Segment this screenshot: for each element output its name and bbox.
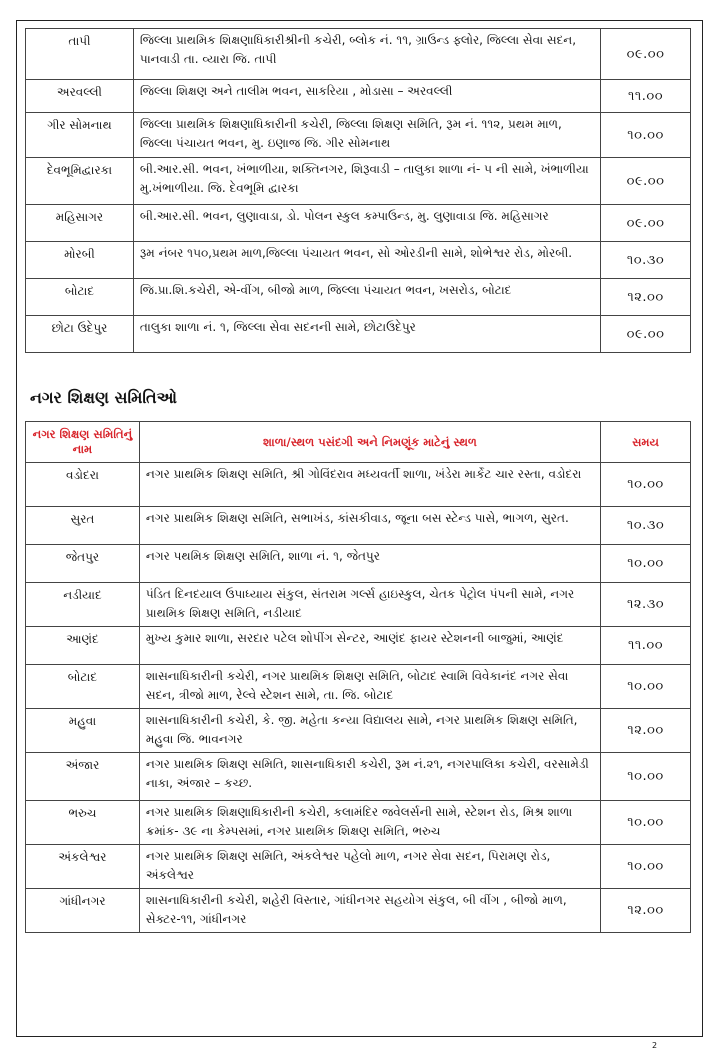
header-time: સમય	[601, 422, 691, 463]
table-row	[26, 205, 691, 242]
row-name: બોટાદ	[26, 665, 140, 709]
row-address: જિલ્લા પ્રાથમિક શિક્ષણાધિકારીની કચેરી, જિલ્લા શિક્ષણ સમિતિ, રૂમ નં. ૧૧૨, પ્રથમ માળ, જિલ્લા પંચાયત ભવન, મુ. ઇણાજ જિ. ગીર સોમનાથ	[133, 113, 600, 158]
row-time: ૧૦.૦૦	[601, 113, 691, 158]
table-row	[26, 463, 691, 507]
row-address: શાસનાધિકારીની કચેરી, કે. જી. મહેતા કન્યા વિદ્યાલય સામે, નગર પ્રાથમિક શિક્ષણ સમિતિ, મહુવા જિ. ભાવનગર	[139, 709, 600, 753]
row-name: અંકલેશ્વર	[26, 845, 140, 889]
table-row	[26, 583, 691, 627]
table-row	[26, 801, 691, 845]
row-address: શાસનાધિકારીની કચેરી, શહેરી વિસ્તાર, ગાંધીનગર સહયોગ સંકુલ, બી વીંગ , બીજો માળ, સેક્ટર-૧૧, ગાંધીનગર	[139, 889, 600, 933]
table-row	[26, 627, 691, 665]
table-row	[26, 316, 691, 353]
table-row	[26, 113, 691, 158]
row-address: નગર પ્રાથમિક શિક્ષણ સમિતિ, અંકલેશ્વર પહેલો માળ, નગર સેવા સદન, પિરામણ રોડ, અંકલેશ્વર	[139, 845, 600, 889]
row-time: ૧૦.૦૦	[601, 545, 691, 583]
row-time: ૧૦.૦૦	[601, 801, 691, 845]
row-time: ૧૦.૦૦	[601, 753, 691, 801]
row-address: રૂમ નંબર ૧૫૦,પ્રથમ માળ,જિલ્લા પંચાયત ભવન, સો ઓરડીની સામે, શોભેશ્વર રોડ, મોરબી.	[133, 242, 600, 279]
row-address: જિ.પ્રા.શિ.કચેરી, એ-વીંગ, બીજો માળ, જિલ્લા પંચાયત ભવન, ખસરોડ, બોટાદ	[133, 279, 600, 316]
row-time: ૧૧.૦૦	[601, 627, 691, 665]
row-time: ૧૦.૦૦	[601, 463, 691, 507]
row-name: વડોદરા	[26, 463, 140, 507]
row-time: ૧૨.૦૦	[601, 889, 691, 933]
table-row	[26, 889, 691, 933]
row-name: અરવલ્લી	[26, 80, 134, 113]
row-name: છોટા ઉદેપુર	[26, 316, 134, 353]
table-row	[26, 158, 691, 205]
row-name: અંજાર	[26, 753, 140, 801]
row-time: ૦૯.૦૦	[601, 29, 691, 80]
row-address: જિલ્લા શિક્ષણ અને તાલીમ ભવન, સાકરિયા , મોડાસા – અરવલ્લી	[133, 80, 600, 113]
row-time: ૦૯.૦૦	[601, 205, 691, 242]
row-address: પંડિત દિનદયાલ ઉપાધ્યાય સંકુલ, સંતરામ ગર્લ્સ હાઇસ્કુલ, ચેતક પેટ્રોલ પંપની સામે, નગર પ્રાથમિક શિક્ષણ સમિતિ, નડીયાદ	[139, 583, 600, 627]
row-name: મહિસાગર	[26, 205, 134, 242]
row-name: ગાંધીનગર	[26, 889, 140, 933]
row-time: ૦૯.૦૦	[601, 316, 691, 353]
header-row	[26, 422, 691, 463]
row-address: નગર પ્રાથમિક શિક્ષણ સમિતિ, શાસનાધિકારી કચેરી, રૂમ નં.૨૧, નગરપાલિકા કચેરી, વરસામેડી નાકા, અંજાર – કચ્છ.	[139, 753, 600, 801]
row-name: દેવભૂમિદ્વારકા	[26, 158, 134, 205]
table-row	[26, 545, 691, 583]
row-time: ૧૨.૦૦	[601, 279, 691, 316]
row-address: તાલુકા શાળા નં. ૧, જિલ્લા સેવા સદનની સામે, છોટાઉદેપુર	[133, 316, 600, 353]
row-address: બી.આર.સી. ભવન, લુણાવાડા, ડો. પોલન સ્કુલ કમ્પાઉન્ડ, મુ. લુણાવાડા જિ. મહિસાગર	[133, 205, 600, 242]
row-name: આણંદ	[26, 627, 140, 665]
row-address: બી.આર.સી. ભવન, ખંભાળીયા, શક્તિનગર, શિરૂવાડી – તાલુકા શાળા નં- ૫ ની સામે, ખંભાળીયા મુ.ખંભાળીયા. જિ. દેવભૂમિ દ્વારકા	[133, 158, 600, 205]
row-name: ગીર સોમનાથ	[26, 113, 134, 158]
page-number: 2	[652, 1041, 658, 1050]
row-time: ૧૦.૩૦	[601, 242, 691, 279]
nagar-table	[25, 421, 691, 933]
section-title: નગર શિક્ષણ સમિતિઓ	[30, 388, 177, 407]
row-name: સુરત	[26, 507, 140, 545]
table-row	[26, 845, 691, 889]
table-row	[26, 665, 691, 709]
row-time: ૧૦.૩૦	[601, 507, 691, 545]
row-address: નગર પ્રાથમિક શિક્ષણ સમિતિ, સભાખંડ, કાંસકીવાડ, જૂના બસ સ્ટેન્ડ પાસે, ભાગળ, સુરત.	[139, 507, 600, 545]
row-time: ૦૯.૦૦	[601, 158, 691, 205]
row-name: નડીયાદ	[26, 583, 140, 627]
row-address: મુખ્ય કુમાર શાળા, સરદાર પટેલ શોપીંગ સેન્ટર, આણંદ ફાયર સ્ટેશનની બાજુમાં, આણંદ	[139, 627, 600, 665]
row-address: નગર પથમિક શિક્ષણ સમિતિ, શાળા નં. ૧, જેતપુર	[139, 545, 600, 583]
header-address: શાળા/સ્થળ પસંદગી અને નિમણૂંક માટેનું સ્થળ	[139, 422, 600, 463]
row-address: નગર પ્રાથમિક શિક્ષણ સમિતિ, શ્રી ગોવિંદરાવ મધ્યવર્તી શાળા, ખંડેરા માર્કેટ ચાર રસ્તા, વડોદરા	[139, 463, 600, 507]
table-row	[26, 29, 691, 80]
row-name: મોરબી	[26, 242, 134, 279]
table-row	[26, 507, 691, 545]
row-name: મહુવા	[26, 709, 140, 753]
table-row	[26, 279, 691, 316]
table-row	[26, 709, 691, 753]
row-address: નગર પ્રાથમિક શિક્ષણાધિકારીની કચેરી, કલામંદિર જવેલર્સની સામે, સ્ટેશન રોડ, મિશ્ર શાળા ક્રમાંક- ૩૯ ના કેમ્પસમાં, નગર પ્રાથમિક શિક્ષણ સમિતિ, ભરુચ	[139, 801, 600, 845]
row-name: જેતપુર	[26, 545, 140, 583]
header-name: નગર શિક્ષણ સમિતિનું નામ	[26, 422, 140, 463]
row-name: ભરુચ	[26, 801, 140, 845]
table-row	[26, 753, 691, 801]
row-time: ૧૨.૩૦	[601, 583, 691, 627]
district-table	[25, 28, 691, 353]
row-time: ૧૨.૦૦	[601, 709, 691, 753]
row-name: બોટાદ	[26, 279, 134, 316]
row-time: ૧૦.૦૦	[601, 665, 691, 709]
table-row	[26, 80, 691, 113]
row-time: ૧૧.૦૦	[601, 80, 691, 113]
row-address: જિલ્લા પ્રાથમિક શિક્ષણાધિકારીશ્રીની કચેરી, બ્લોક નં. ૧૧, ગ્રાઉન્ડ ફ્લોર, જિલ્લા સેવા સદન, પાનવાડી તા. વ્યારા જિ. તાપી	[133, 29, 600, 80]
row-name: તાપી	[26, 29, 134, 80]
table-row	[26, 242, 691, 279]
row-time: ૧૦.૦૦	[601, 845, 691, 889]
row-address: શાસનાધિકારીની કચેરી, નગર પ્રાથમિક શિક્ષણ સમિતિ, બોટાદ સ્વામિ વિવેકાનંદ નગર સેવા સદન, ત્રીજો માળ, રેલ્વે સ્ટેશન સામે, તા. જિ. બોટાદ	[139, 665, 600, 709]
